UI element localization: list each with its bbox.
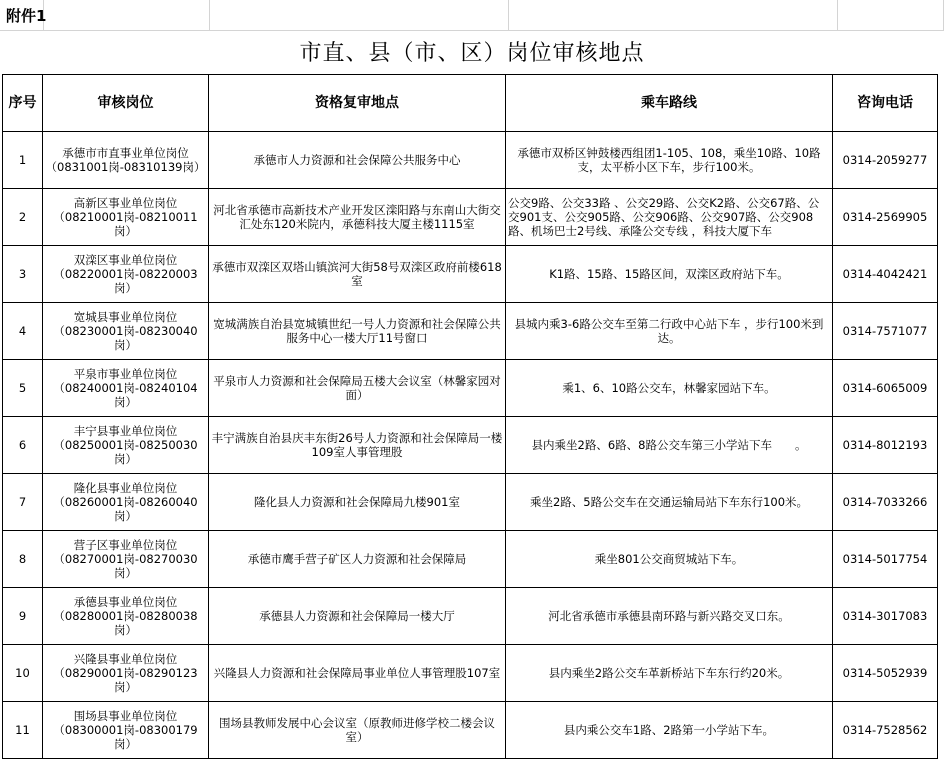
table-row [3, 588, 938, 645]
header-route: 乘车路线 [506, 75, 833, 132]
row-place-cell: 承德市人力资源和社会保障公共服务中心 [209, 132, 506, 189]
table-row [3, 702, 938, 759]
row-index-cell: 4 [3, 303, 43, 360]
grid-cell [210, 0, 509, 31]
row-phone-cell: 0314-5017754 [833, 531, 938, 588]
row-route-cell: 河北省承德市承德县南环路与新兴路交叉口东。 [506, 588, 833, 645]
row-route-cell: 公交9路、公交33路 、公交29路、公交K2路、公交67路、公交901支、公交905路、公交906路、公交907路、公交908路、机场巴士2号线、承隆公交专线 ，科技大厦下车 [506, 189, 833, 246]
table-row [3, 132, 938, 189]
row-route-cell: 乘坐2路、5路公交车在交通运输局站下车东行100米。 [506, 474, 833, 531]
grid-cell [838, 0, 944, 31]
review-location-table [2, 74, 938, 759]
row-route-cell: 乘坐801公交商贸城站下车。 [506, 531, 833, 588]
row-post-cell: 双滦区事业单位岗位（08220001岗-08220003岗） [43, 246, 209, 303]
row-route-cell: K1路、15路、15路区间，双滦区政府站下车。 [506, 246, 833, 303]
table-row [3, 417, 938, 474]
row-place-cell: 丰宁满族自治县庆丰东街26号人力资源和社会保障局一楼109室人事管理股 [209, 417, 506, 474]
row-index-cell: 1 [3, 132, 43, 189]
row-route-cell: 承德市双桥区钟鼓楼西组团1-105、108，乘坐10路、10路支，太平桥小区下车，步行100米。 [506, 132, 833, 189]
header-phone: 咨询电话 [833, 75, 938, 132]
row-place-cell: 承德县人力资源和社会保障局一楼大厅 [209, 588, 506, 645]
row-post-cell: 承德市市直事业单位岗位（0831001岗-08310139岗） [43, 132, 209, 189]
row-index-cell: 2 [3, 189, 43, 246]
row-phone-cell: 0314-7571077 [833, 303, 938, 360]
row-place-cell: 河北省承德市高新技术产业开发区滦阳路与东南山大街交汇处东120米院内，承德科技大厦主楼1115室 [209, 189, 506, 246]
row-post-cell: 宽城县事业单位岗位（08230001岗-08230040岗） [43, 303, 209, 360]
row-index-cell: 11 [3, 702, 43, 759]
table-row [3, 360, 938, 417]
row-route-cell: 县内乘坐2路公交车革新桥站下车东行约20米。 [506, 645, 833, 702]
header-place: 资格复审地点 [209, 75, 506, 132]
row-index-cell: 10 [3, 645, 43, 702]
row-place-cell: 承德市鹰手营子矿区人力资源和社会保障局 [209, 531, 506, 588]
row-phone-cell: 0314-8012193 [833, 417, 938, 474]
grid-cell [44, 0, 210, 31]
header-index: 序号 [3, 75, 43, 132]
row-post-cell: 平泉市事业单位岗位（08240001岗-08240104岗） [43, 360, 209, 417]
table-header-row [3, 75, 938, 132]
row-index-cell: 8 [3, 531, 43, 588]
row-post-cell: 兴隆县事业单位岗位（08290001岗-08290123岗） [43, 645, 209, 702]
row-phone-cell: 0314-4042421 [833, 246, 938, 303]
table-row [3, 531, 938, 588]
row-route-cell: 县内乘公交车1路、2路第一小学站下车。 [506, 702, 833, 759]
row-place-cell: 兴隆县人力资源和社会保障局事业单位人事管理股107室 [209, 645, 506, 702]
row-index-cell: 5 [3, 360, 43, 417]
row-index-cell: 7 [3, 474, 43, 531]
page-title: 市直、县（市、区）岗位审核地点 [299, 41, 645, 66]
header-post: 审核岗位 [43, 75, 209, 132]
row-place-cell: 围场县教师发展中心会议室（原教师进修学校二楼会议室） [209, 702, 506, 759]
row-phone-cell: 0314-7033266 [833, 474, 938, 531]
row-post-cell: 营子区事业单位岗位（08270001岗-08270030岗） [43, 531, 209, 588]
row-post-cell: 承德县事业单位岗位（08280001岗-08280038岗） [43, 588, 209, 645]
row-route-cell: 县内乘坐2路、6路、8路公交车第三小学站下车 。 [506, 417, 833, 474]
row-post-cell: 围场县事业单位岗位（08300001岗-08300179岗） [43, 702, 209, 759]
row-phone-cell: 0314-2059277 [833, 132, 938, 189]
table-row [3, 474, 938, 531]
table-row [3, 645, 938, 702]
row-phone-cell: 0314-2569905 [833, 189, 938, 246]
row-route-cell: 乘1、6、10路公交车，林馨家园站下车。 [506, 360, 833, 417]
grid-cell [509, 0, 838, 31]
row-route-cell: 县城内乘3-6路公交车至第二行政中心站下车 ，步行100米到达。 [506, 303, 833, 360]
row-place-cell: 平泉市人力资源和社会保障局五楼大会议室（林馨家园对面） [209, 360, 506, 417]
row-post-cell: 隆化县事业单位岗位（08260001岗-08260040岗） [43, 474, 209, 531]
table-row [3, 246, 938, 303]
row-post-cell: 丰宁县事业单位岗位（08250001岗-08250030岗） [43, 417, 209, 474]
row-phone-cell: 0314-5052939 [833, 645, 938, 702]
row-post-cell: 高新区事业单位岗位（08210001岗-08210011岗） [43, 189, 209, 246]
row-index-cell: 6 [3, 417, 43, 474]
spreadsheet-gridlines [0, 0, 944, 35]
row-index-cell: 9 [3, 588, 43, 645]
row-phone-cell: 0314-6065009 [833, 360, 938, 417]
row-phone-cell: 0314-3017083 [833, 588, 938, 645]
row-index-cell: 3 [3, 246, 43, 303]
row-place-cell: 隆化县人力资源和社会保障局九楼901室 [209, 474, 506, 531]
attachment-label: 附件1 [6, 7, 47, 25]
table-row [3, 189, 938, 246]
row-place-cell: 宽城满族自治县宽城镇世纪一号人力资源和社会保障公共服务中心一楼大厅11号窗口 [209, 303, 506, 360]
row-place-cell: 承德市双滦区双塔山镇滨河大街58号双滦区政府前楼618室 [209, 246, 506, 303]
row-phone-cell: 0314-7528562 [833, 702, 938, 759]
table-row [3, 303, 938, 360]
